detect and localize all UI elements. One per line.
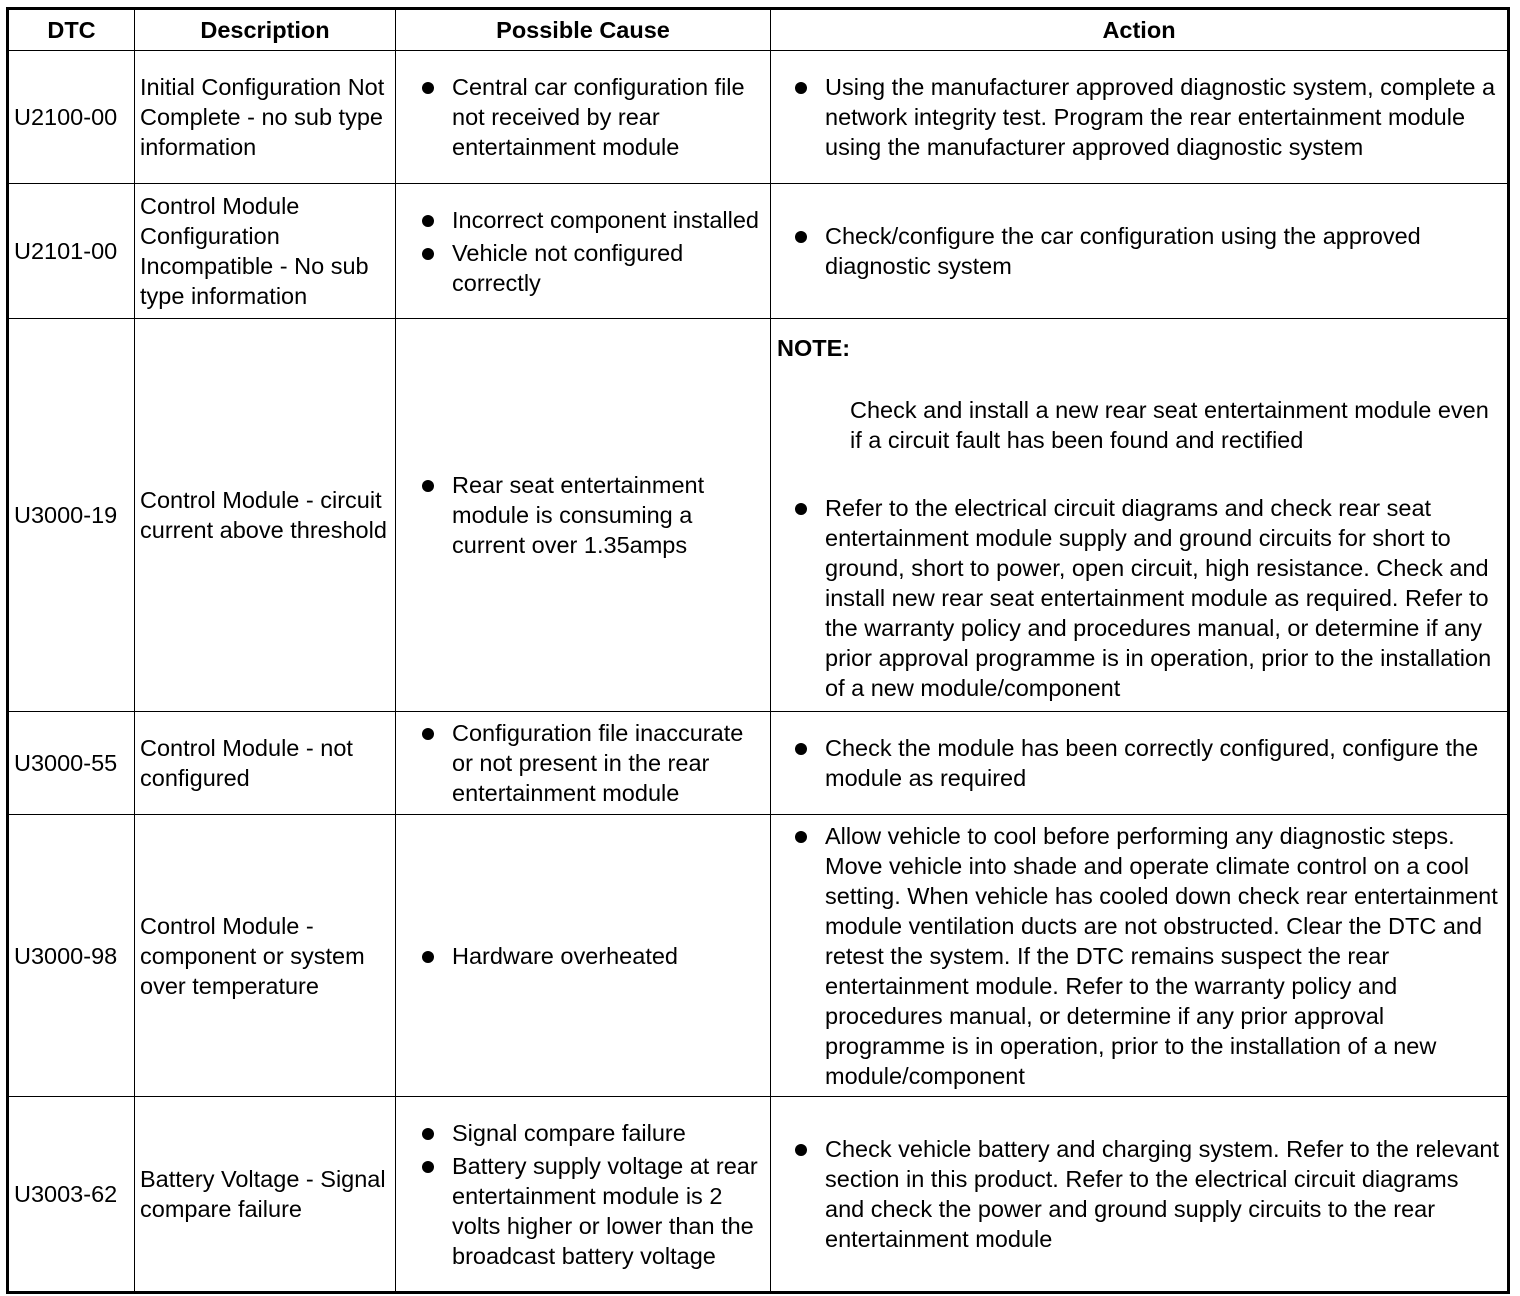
action-item: Check the module has been correctly configured, configure the module as required — [777, 733, 1503, 793]
cause-item: Vehicle not configured correctly — [404, 238, 766, 298]
cause-list — [404, 718, 766, 808]
cause-item: Battery supply voltage at rear entertainment module is 2 volts higher or lower than the broadcast battery voltage — [404, 1151, 766, 1271]
note-label: NOTE: — [777, 335, 851, 361]
possible-cause-cell — [396, 712, 771, 815]
dtc-code: U3000-98 — [8, 815, 135, 1097]
possible-cause-cell — [396, 319, 771, 712]
cause-item: Central car configuration file not received by rear entertainment module — [404, 72, 766, 162]
cause-item: Incorrect component installed — [404, 205, 766, 235]
action-list — [777, 493, 1503, 703]
action-cell — [771, 815, 1509, 1097]
dtc-code: U3000-55 — [8, 712, 135, 815]
action-item: Using the manufacturer approved diagnostic system, complete a network integrity test. Program the rear entertainment module using the manufacturer approved diagnostic system — [777, 72, 1503, 162]
cause-list — [404, 72, 766, 162]
action-cell — [771, 1097, 1509, 1293]
possible-cause-cell — [396, 1097, 771, 1293]
action-item: Check vehicle battery and charging system. Refer to the relevant section in this product. Refer to the electrical circuit diagrams and check the power and ground supply circuits to the rear entertainment module — [777, 1134, 1503, 1254]
possible-cause-cell — [396, 184, 771, 319]
header-possible-cause: Possible Cause — [396, 9, 771, 51]
action-cell — [771, 319, 1509, 712]
dtc-table — [6, 7, 1510, 1294]
dtc-code: U3003-62 — [8, 1097, 135, 1293]
dtc-code: U2100-00 — [8, 51, 135, 184]
action-cell — [771, 51, 1509, 184]
possible-cause-cell — [396, 815, 771, 1097]
action-list — [777, 72, 1503, 162]
header-action: Action — [771, 9, 1509, 51]
table-row — [8, 1097, 1509, 1293]
description-cell: Control Module - component or system over temperature — [135, 815, 396, 1097]
description-cell: Initial Configuration Not Complete - no sub type information — [135, 51, 396, 184]
description-cell: Control Module Configuration Incompatible - No sub type information — [135, 184, 396, 319]
cause-list — [404, 1118, 766, 1271]
cause-item: Hardware overheated — [404, 941, 766, 971]
cause-item: Signal compare failure — [404, 1118, 766, 1148]
table-row — [8, 712, 1509, 815]
action-item: Check/configure the car configuration using the approved diagnostic system — [777, 221, 1503, 281]
description-cell: Control Module - circuit current above threshold — [135, 319, 396, 712]
cause-item: Configuration file inaccurate or not present in the rear entertainment module — [404, 718, 766, 808]
action-item: Refer to the electrical circuit diagrams and check rear seat entertainment module supply and ground circuits for short to ground, short to power, open circuit, high resistance. Check and install new rear seat entertainment module as required. Refer to the warranty policy and procedures manual, or determine if any prior approval programme is in operation, prior to the installation of a new module/component — [777, 493, 1503, 703]
action-list — [777, 821, 1503, 1091]
table-header-row — [8, 9, 1509, 51]
dtc-code: U3000-19 — [8, 319, 135, 712]
action-item: Allow vehicle to cool before performing any diagnostic steps. Move vehicle into shade and operate climate control on a cool setting. When vehicle has cooled down check rear entertainment module ventilation ducts are not obstructed. Clear the DTC and retest the system. If the DTC remains suspect the rear entertainment module. Refer to the warranty policy and procedures manual, or determine if any prior approval programme is in operation, prior to the installation of a new module/component — [777, 821, 1503, 1091]
action-list — [777, 733, 1503, 793]
table-row — [8, 319, 1509, 712]
note-text: Check and install a new rear seat entertainment module even if a circuit fault has been found and rectified — [850, 397, 1489, 453]
action-cell — [771, 184, 1509, 319]
description-cell: Control Module - not configured — [135, 712, 396, 815]
table-row — [8, 815, 1509, 1097]
table-row — [8, 184, 1509, 319]
action-list — [777, 1134, 1503, 1254]
cause-item: Rear seat entertainment module is consuming a current over 1.35amps — [404, 470, 766, 560]
possible-cause-cell — [396, 51, 771, 184]
cause-list — [404, 205, 766, 298]
header-dtc: DTC — [8, 9, 135, 51]
table-row — [8, 51, 1509, 184]
dtc-code: U2101-00 — [8, 184, 135, 319]
action-cell — [771, 712, 1509, 815]
cause-list — [404, 941, 766, 971]
cause-list — [404, 470, 766, 560]
description-cell: Battery Voltage - Signal compare failure — [135, 1097, 396, 1293]
header-description: Description — [135, 9, 396, 51]
action-list — [777, 221, 1503, 281]
